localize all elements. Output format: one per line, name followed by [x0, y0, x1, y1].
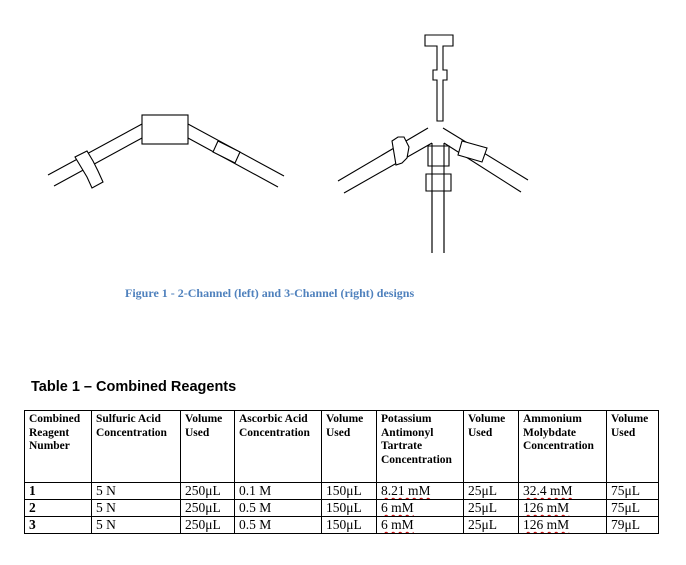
- right-arm-connector: [458, 141, 487, 162]
- cell-volume: 150μL: [322, 483, 377, 500]
- cell-sulfuric-acid: 5 N: [92, 500, 181, 517]
- cell-ascorbic-acid: 0.5 M: [235, 517, 322, 534]
- table-title: Table 1 – Combined Reagents: [31, 379, 237, 395]
- header-volume-2: Volume Used: [322, 411, 377, 483]
- header-sulfuric-acid: Sulfuric Acid Concentration: [92, 411, 181, 483]
- cell-value: 126 mM: [523, 517, 570, 532]
- cell-reagent-number: 3: [25, 517, 92, 534]
- cell-value: 6 mM: [381, 517, 414, 532]
- cell-volume: 25μL: [464, 483, 519, 500]
- outlet-lower-connector: [426, 174, 451, 191]
- cell-sulfuric-acid: 5 N: [92, 517, 181, 534]
- left-arm-upper-wall: [338, 128, 428, 181]
- cell-ascorbic-acid: 0.5 M: [235, 500, 322, 517]
- header-potassium-antimonyl-tartrate: Potassium Antimonyl Tartrate Concentration: [377, 411, 464, 483]
- center-chamber: [142, 115, 188, 144]
- combined-reagents-table: [24, 410, 659, 534]
- outlet-channel-continuation: [432, 191, 444, 253]
- cell-potassium-antimonyl-tartrate: [377, 500, 464, 517]
- figure-caption: Figure 1 - 2-Channel (left) and 3-Channel (right) designs: [125, 286, 415, 300]
- cell-ammonium-molybdate: [519, 483, 607, 500]
- cell-ammonium-molybdate: [519, 517, 607, 534]
- cell-value: 8.21 mM: [381, 483, 431, 498]
- cell-volume: 25μL: [464, 500, 519, 517]
- left-channel-connector: [75, 151, 103, 188]
- cell-potassium-antimonyl-tartrate: [377, 483, 464, 500]
- cell-volume: 250μL: [181, 500, 235, 517]
- left-arm-connector: [392, 137, 409, 165]
- cell-ascorbic-acid: 0.1 M: [235, 483, 322, 500]
- table-row: [25, 500, 659, 517]
- three-channel-design: [338, 35, 528, 253]
- cell-volume: 150μL: [322, 517, 377, 534]
- table-header-row: [25, 411, 659, 483]
- table-row: [25, 483, 659, 500]
- header-volume-1: Volume Used: [181, 411, 235, 483]
- header-ascorbic-acid: Ascorbic Acid Concentration: [235, 411, 322, 483]
- cell-value: 126 mM: [523, 500, 570, 515]
- header-ammonium-molybdate: Ammonium Molybdate Concentration: [519, 411, 607, 483]
- header-volume-4: Volume Used: [607, 411, 659, 483]
- channel-designs-figure: [0, 0, 686, 270]
- header-volume-3: Volume Used: [464, 411, 519, 483]
- cell-ammonium-molybdate: [519, 500, 607, 517]
- two-channel-design: [48, 115, 284, 188]
- cell-value: 6 mM: [381, 500, 414, 515]
- header-reagent-number: Combined Reagent Number: [25, 411, 92, 483]
- cell-volume: 250μL: [181, 517, 235, 534]
- cell-volume: 25μL: [464, 517, 519, 534]
- right-arm-upper-wall: [443, 128, 528, 180]
- left-arm-lower-wall: [344, 143, 432, 193]
- cell-sulfuric-acid: 5 N: [92, 483, 181, 500]
- cell-volume: 79μL: [607, 517, 659, 534]
- cell-volume: 250μL: [181, 483, 235, 500]
- cell-value: 32.4 mM: [523, 483, 573, 498]
- cell-volume: 75μL: [607, 483, 659, 500]
- cell-volume: 75μL: [607, 500, 659, 517]
- cell-reagent-number: 1: [25, 483, 92, 500]
- cell-volume: 150μL: [322, 500, 377, 517]
- inlet-cap: [425, 35, 453, 121]
- outlet-upper-connector: [428, 146, 449, 166]
- cell-potassium-antimonyl-tartrate: [377, 517, 464, 534]
- table-row: [25, 517, 659, 534]
- cell-reagent-number: 2: [25, 500, 92, 517]
